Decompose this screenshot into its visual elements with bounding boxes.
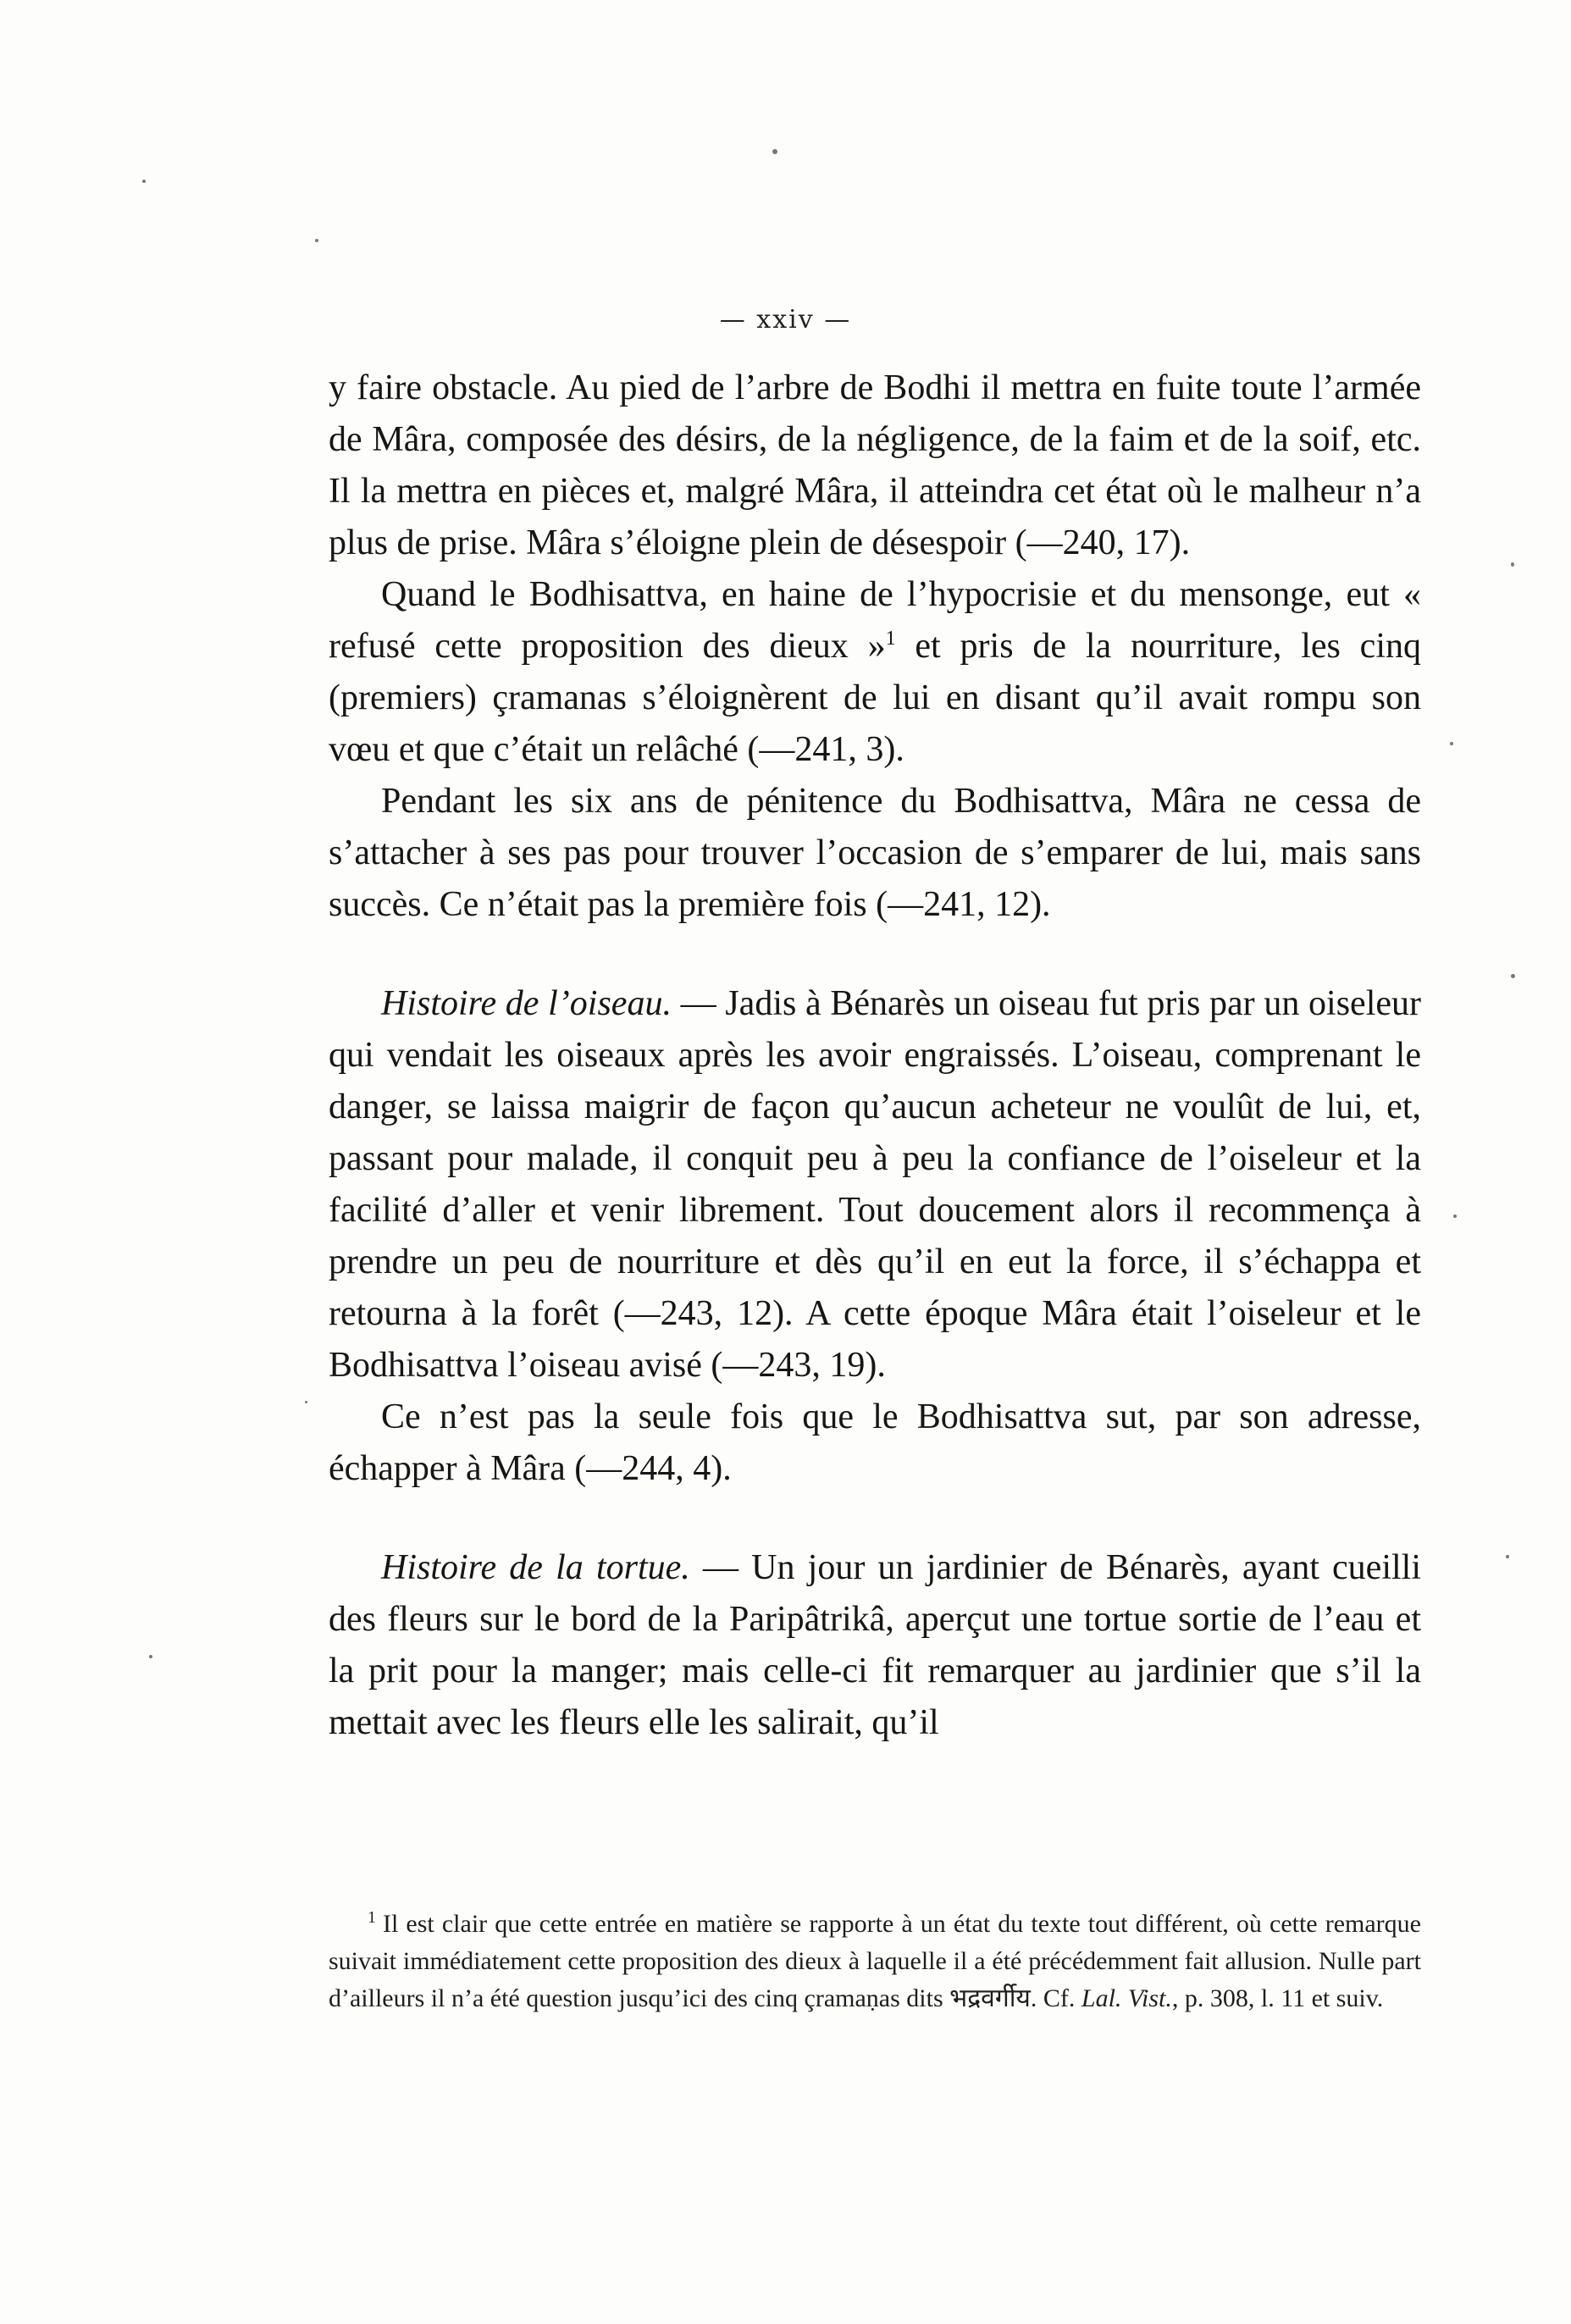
scan-speck xyxy=(1511,562,1514,567)
paragraph-text: Pendant les six ans de pénitence du Bodhisattva, Mâra ne cessa de s’attacher à ses pas pour trouver l’occasion de s’emparer de lui, mais sans succès. Ce n’était pas la première fois (—241, 12). xyxy=(329,782,1421,924)
footnote-reference[interactable]: 1 xyxy=(885,628,896,650)
paragraph-text: Ce n’est pas la seule fois que le Bodhisattva sut, par son adresse, échapper à Mâra (—244, 4). xyxy=(329,1397,1421,1488)
devanagari-word: भद्रवर्गीय xyxy=(949,1984,1031,2013)
scan-speck xyxy=(1450,742,1453,745)
footnotes xyxy=(329,1906,1421,2017)
paragraph-tortoise-story xyxy=(329,1542,1421,1749)
section-heading: Histoire de l’oiseau. xyxy=(381,984,672,1023)
paragraph-text: y faire obstacle. Au pied de l’arbre de Bodhi il mettra en fuite toute l’armée de Mâra, composée des désirs, de la négligence, de la faim et de la soif, etc. Il la mettra en pièces et, malgré Mâra, il atteindra cet état où le malheur n’a plus de prise. Mâra s’éloigne plein de désespoir (—240, 17). xyxy=(329,368,1421,562)
footnote-text: Il est clair que cette entrée en matière se rapporte à un état du texte tout différent, où cette remarque suivait immédiatement cette proposition des dieux à laquelle il a été précédemment fait allusion. Nulle part d’ailleurs il n’a été question jusqu’ici des cinq çramaṇas dits xyxy=(329,1910,1421,2012)
page-number: — xxiv — xyxy=(719,305,852,335)
footnote-marker: 1 xyxy=(368,1908,376,1927)
scan-speck xyxy=(1453,1215,1457,1218)
scan-speck xyxy=(772,149,777,154)
body-text xyxy=(329,362,1421,1749)
footnote-1 xyxy=(329,1906,1421,2017)
paragraph-text: Quand le Bodhisattva, en haine de l’hypocrisie et du mensonge, eut « refusé cette proposition des dieux » xyxy=(329,575,1421,666)
scan-speck xyxy=(149,1655,152,1658)
paragraph-2 xyxy=(329,569,1421,776)
paragraph-bird-story xyxy=(329,978,1421,1392)
scan-speck xyxy=(315,239,318,242)
paragraph-3 xyxy=(329,776,1421,931)
footnote-text: . Cf. xyxy=(1030,1984,1081,2012)
paragraph-5 xyxy=(329,1392,1421,1495)
scan-speck xyxy=(1506,1555,1509,1558)
scan-speck xyxy=(305,1401,307,1403)
paragraph-text: et pris de la nourriture, les cinq (premiers) çramanas s’éloignèrent de lui en disant qu’il avait rompu son vœu et que c’était un relâché (—241, 3). xyxy=(329,627,1421,769)
paragraph-text: — Jadis à Bénarès un oiseau fut pris par un oiseleur qui vendait les oiseaux après les avoir engraissés. L’oiseau, comprenant le danger, se laissa maigrir de façon qu’aucun acheteur ne voulût de lui, et, passant pour malade, il conquit peu à peu la confiance de l’oiseleur et la facilité d’aller et venir librement. Tout doucement alors il recommença à prendre un peu de nourriture et dès qu’il en eut la force, il s’échappa et retourna à la forêt (—243, 12). A cette époque Mâra était l’oiseleur et le Bodhisattva l’oiseau avisé (—243, 19). xyxy=(329,984,1421,1385)
footnote-reference-title: Lal. Vist. xyxy=(1081,1984,1172,2012)
paragraph-text: — Un jour un jardinier de Bénarès, ayant cueilli des fleurs sur le bord de la Paripâtrikâ, aperçut une tortue sortie de l’eau et la prit pour la manger; mais celle-ci fit remarquer au jardinier que s’il la mettait avec les fleurs elle les salirait, qu’il xyxy=(329,1548,1421,1742)
scan-speck xyxy=(1511,974,1515,978)
paragraph-1 xyxy=(329,362,1421,569)
section-heading: Histoire de la tortue. xyxy=(381,1548,690,1587)
footnote-text: , p. 308, l. 11 et suiv. xyxy=(1171,1984,1384,2012)
scan-speck xyxy=(142,180,146,183)
